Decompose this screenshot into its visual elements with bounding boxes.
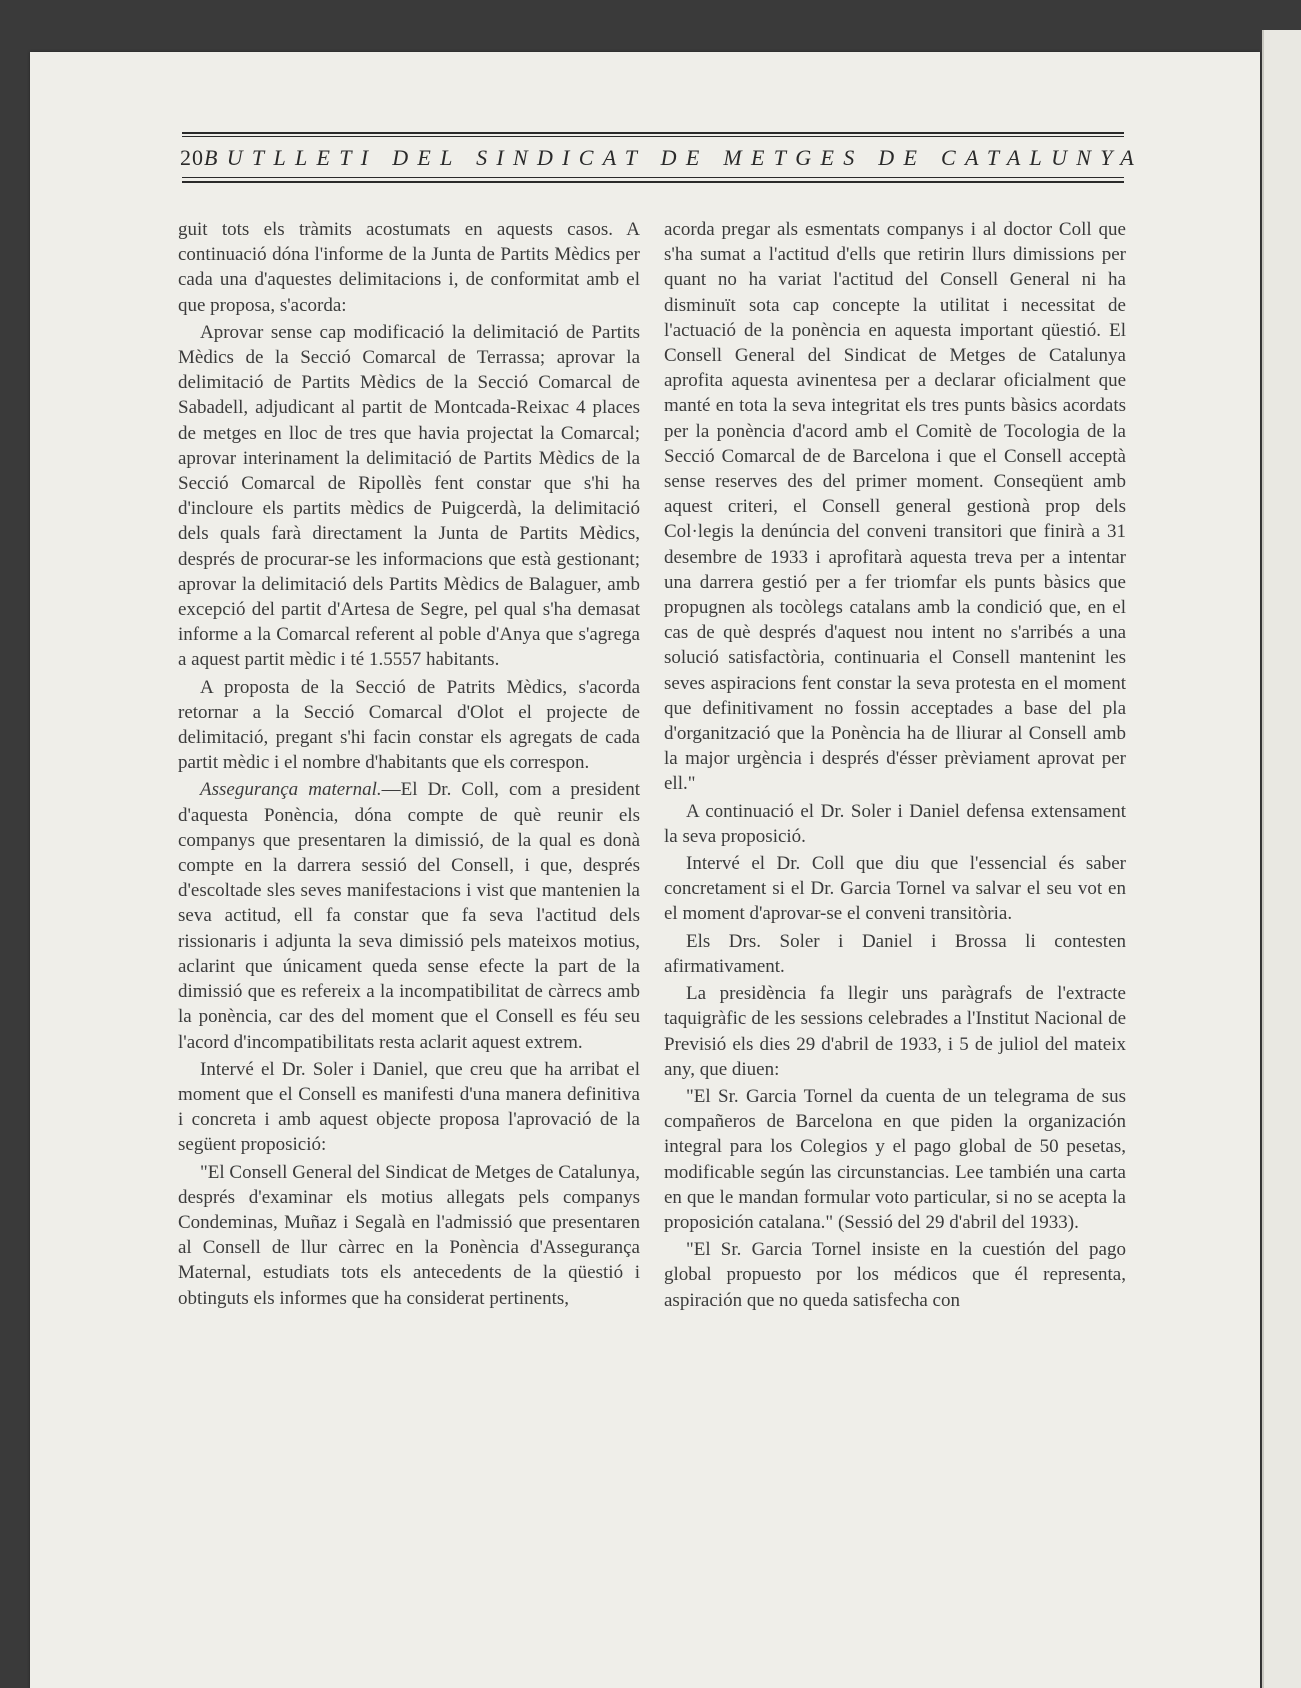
paragraph: La presidència fa llegir uns paràgrafs de l'extracte taquigràfic de les sessions celebrades a l'Institut Nacional de Previsió els dies 29 d'abril de 1933, i 5 de juliol del mateix any, que diuen: (664, 983, 1126, 1080)
running-header (180, 142, 1143, 174)
paragraph: Aprovar sense cap modificació la delimitació de Partits Mèdics de la Secció Comarcal de Terrassa; aprovar la delimitació de Partits Mèdics de la Secció Comarcal de Sabadell, adjudicant al partit de Montcada-Reixac 4 places de metges en lloc de tres que havia projectat la Comarcal; aprovar interinament la delimitació de Partits Mèdics de la Secció Comarcal de Ripollès fent constar que s'hi ha d'incloure els partits mèdics de Puigcerdà, la delimitació dels quals farà directament la Junta de Partits Mèdics, després de procurar-se les informacions que està gestionant; aprovar la delimitació dels Partits Mèdics de Balaguer, amb excepció del partit d'Artesa de Segre, pel qual s'ha demasat informe a la Comarcal referent al poble d'Anya que s'agrega a aquest partit mèdic i té 1.5557 habitants. (178, 321, 640, 671)
paragraph: acorda pregar als esmentats companys i al doctor Coll que s'ha sumat a l'actitud d'ells que retirin llurs dimissions per quant no ha variat l'actitud del Consell General ni ha disminuït sota cap concepte la utilitat i necessitat de l'actuació de la ponència en aquesta important qüestió. El Consell General del Sindicat de Metges de Catalunya aprofita aquesta avinentesa per a declarar oficialment que manté en tota la seva integritat els tres punts bàsics acordats per la ponència d'acord amb el Comitè de Tocologia de la Secció Comarcal de de Barcelona i que el Consell acceptà sense reserves des del primer moment. Conseqüent amb aquest criteri, el Consell general gestionà prop dels Col·legis la denúncia del conveni transitori que finirà a 31 desembre de 1933 i aprofitarà aquesta treva per a intentar una darrera gestió per a fer triomfar els punts bàsics que propugnen als tocòlegs catalans amb la condició que, en el cas de què després d'aquest nou intent no s'arribés a una solució satisfactòria, continuaria el Consell mantenint les seves aspiracions fent constar la seva protesta en el moment que definitivament no fossin acceptades a base del pla d'organització que la Ponència ha de lliurar al Consell amb la major urgència i després d'ésser prèviament aprovat per ell." (664, 219, 1126, 795)
right-column (664, 217, 1126, 1315)
paragraph: "El Sr. Garcia Tornel insiste en la cuestión del pago global propuesto por los médicos que él representa, aspiración que no queda satisfecha con (664, 1239, 1126, 1311)
paragraph: Intervé el Dr. Soler i Daniel, que creu que ha arribat el moment que el Consell es manifesti d'una manera definitiva i concreta i amb aquest objecte proposa l'aprovació de la següent proposició: (178, 1058, 640, 1156)
paragraph (178, 777, 640, 1054)
paragraph: Els Drs. Soler i Daniel i Brossa li contesten afirmativament. (664, 930, 1126, 977)
paragraph: Intervé el Dr. Coll que diu que l'essencial és saber concretament si el Dr. Garcia Tornel va salvar el seu vot en el moment d'aprovar-se el conveni transitòria. (664, 853, 1126, 925)
section-heading-italic: Assegurança maternal. (200, 779, 382, 801)
header-rule-bottom (182, 181, 1124, 183)
running-title: BUTLLETI DEL SINDICAT DE METGES DE CATALUNYA (204, 145, 1143, 170)
header-rule-top-thin (182, 136, 1124, 137)
header-rule-bottom-thin (182, 177, 1124, 178)
page-number: 20 (180, 145, 204, 170)
paragraph: A continuació el Dr. Soler i Daniel defensa extensament la seva proposició. (664, 800, 1126, 847)
left-column (178, 217, 640, 1313)
header-rule-top (182, 132, 1124, 134)
adjacent-page-edge (1262, 30, 1301, 1688)
paragraph: guit tots els tràmits acostumats en aquests casos. A continuació dóna l'informe de la Junta de Partits Mèdics per cada una d'aquestes delimitacions i, de conformitat amb el que proposa, s'acorda: (178, 219, 640, 316)
paragraph: "El Sr. Garcia Tornel da cuenta de un telegrama de sus compañeros de Barcelona en que piden la organización integral para los Colegios y el pago global de 50 pesetas, modificable según las circunstancias. Lee también una carta en que le mandan formular voto particular, si no se acepta la proposición catalana." (Sessió del 29 d'abril del 1933). (664, 1085, 1126, 1233)
paragraph: A proposta de la Secció de Patrits Mèdics, s'acorda retornar a la Secció Comarcal d'Olot el projecte de delimitació, pregant s'hi facin constar els agregats de cada partit mèdic i el nombre d'habitants que els correspon. (178, 676, 640, 774)
paragraph: "El Consell General del Sindicat de Metges de Catalunya, després d'examinar els motius allegats pels companys Condeminas, Muñaz i Segalà en l'admissió que presentaren al Consell de llur càrrec en la Ponència d'Assegurança Maternal, estudiats tots els antecedents de la qüestió i obtinguts els informes que ha considerat pertinents, (178, 1161, 640, 1309)
paragraph-text: —El Dr. Coll, com a president d'aquesta Ponència, dóna compte de què reunir els companys que presentaren la dimissió, de la qual es donà compte en la darrera sessió del Consell, i que, després d'escoltade sles seves manifestacions i vist que mantenien la seva actitud, ell fa constar que fa seva l'actitud dels rissionaris i adjunta la seva dimissió pels mateixos motius, aclarint que únicament queda sense efecte la part de la dimissió que es refereix a la incompatibilitat de càrrecs amb la ponència, car des del moment que el Consell es féu seu l'acord d'incompatibilitats resta aclarit aquest extrem. (178, 779, 640, 1053)
